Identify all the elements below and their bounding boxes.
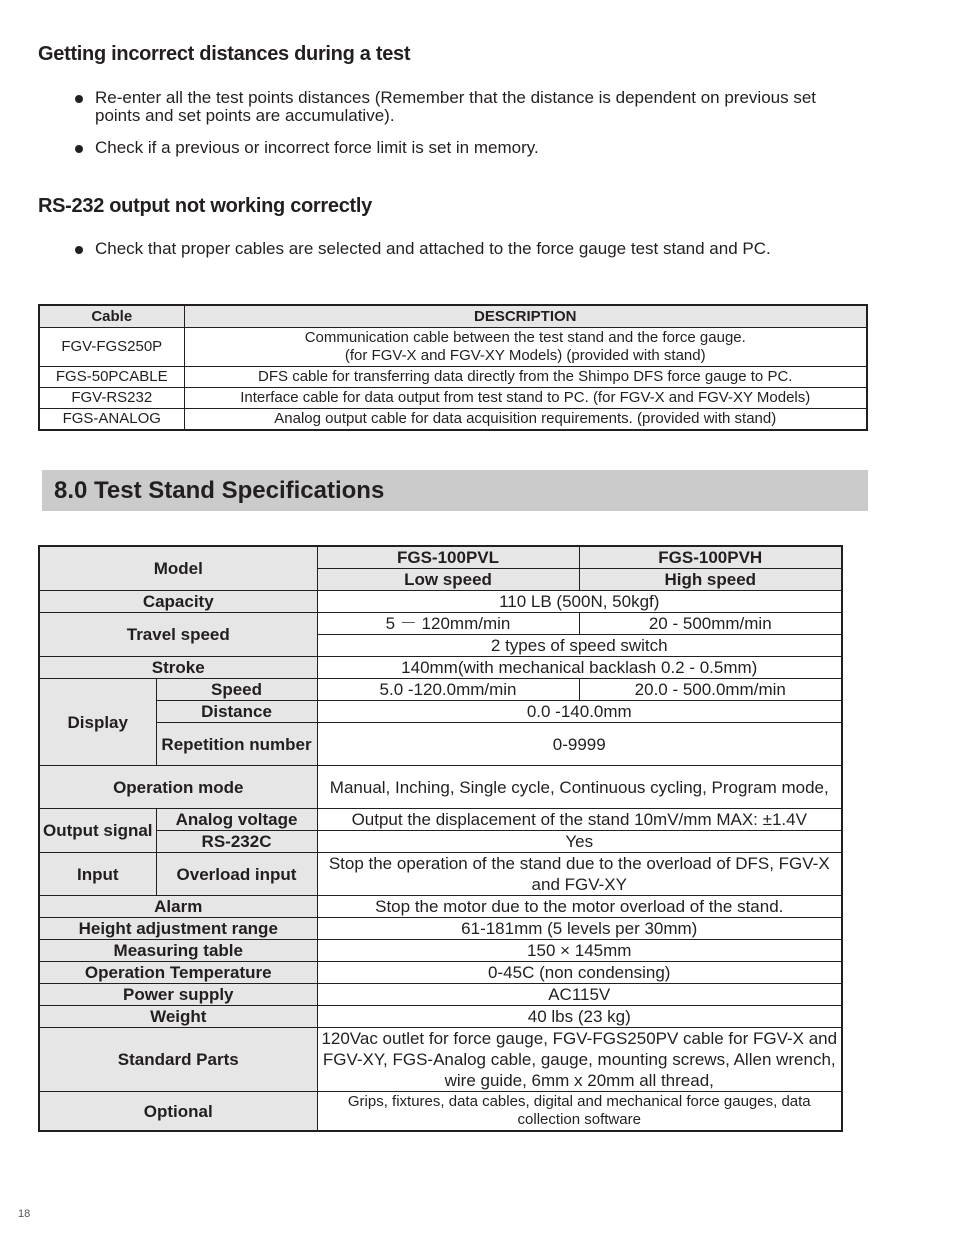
display-repetition-label: Repetition number	[156, 723, 317, 766]
section-heading-bar	[42, 470, 868, 511]
table-row	[39, 896, 842, 918]
operation-temperature-label: Operation Temperature	[39, 962, 317, 984]
bullet-list-rs232	[74, 240, 834, 258]
table-row	[39, 701, 842, 723]
table-row	[39, 723, 842, 766]
capacity-value: 110 LB (500N, 50kgf)	[317, 591, 842, 613]
table-row	[39, 940, 842, 962]
cable-description-line: (for FGV-X and FGV-XY Models) (provided with stand)	[344, 347, 706, 364]
power-supply-label: Power supply	[39, 984, 317, 1006]
measuring-table-value: 150 × 145mm	[317, 940, 842, 962]
alarm-label: Alarm	[39, 896, 317, 918]
stroke-label: Stroke	[39, 657, 317, 679]
table-row	[39, 367, 867, 388]
table-row	[39, 1028, 842, 1092]
list-item: Check if a previous or incorrect force limit is set in memory.	[74, 139, 834, 157]
page-number: 18	[18, 1208, 31, 1220]
spec-table	[38, 545, 843, 1132]
cable-name: FGV-FGS250P	[39, 328, 184, 367]
travel-speed-b: 20 - 500mm/min	[579, 613, 842, 635]
cable-name: FGV-RS232	[39, 388, 184, 409]
cable-description: Analog output cable for data acquisition requirements. (provided with stand)	[184, 409, 867, 431]
display-repetition-value: 0-9999	[317, 723, 842, 766]
table-row	[39, 918, 842, 940]
list-item: Check that proper cables are selected and attached to the force gauge test stand and PC.	[74, 240, 834, 258]
cable-description: Interface cable for data output from test stand to PC. (for FGV-X and FGV-XY Models)	[184, 388, 867, 409]
operation-mode-label: Operation mode	[39, 766, 317, 809]
model-label: Model	[39, 546, 317, 591]
display-distance-value: 0.0 -140.0mm	[317, 701, 842, 723]
height-adjustment-value: 61-181mm (5 levels per 30mm)	[317, 918, 842, 940]
rs232c-label: RS-232C	[156, 831, 317, 853]
analog-voltage-value: Output the displacement of the stand 10mV/mm MAX: ±1.4V	[317, 809, 842, 831]
header-description: DESCRIPTION	[184, 305, 867, 328]
analog-voltage-label: Analog voltage	[156, 809, 317, 831]
travel-speed-a: 5 － 120mm/min	[317, 613, 579, 635]
output-signal-label: Output signal	[39, 809, 156, 853]
stroke-value: 140mm(with mechanical backlash 0.2 - 0.5mm)	[317, 657, 842, 679]
operation-mode-value: Manual, Inching, Single cycle, Continuous cycling, Program mode,	[317, 766, 842, 809]
travel-speed-label: Travel speed	[39, 613, 317, 657]
optional-label: Optional	[39, 1092, 317, 1132]
speed-a: Low speed	[317, 569, 579, 591]
table-row	[39, 1092, 842, 1132]
measuring-table-label: Measuring table	[39, 940, 317, 962]
table-row	[39, 388, 867, 409]
table-row	[39, 328, 867, 367]
speed-b: High speed	[579, 569, 842, 591]
table-row	[39, 962, 842, 984]
rs232c-value: Yes	[317, 831, 842, 853]
travel-speed-note: 2 types of speed switch	[317, 635, 842, 657]
cable-description-line: Communication cable between the test stand and the force gauge.	[304, 329, 746, 346]
model-b: FGS-100PVH	[579, 546, 842, 569]
display-speed-label: Speed	[156, 679, 317, 701]
cable-name: FGS-ANALOG	[39, 409, 184, 431]
capacity-label: Capacity	[39, 591, 317, 613]
operation-temperature-value: 0-45C (non condensing)	[317, 962, 842, 984]
table-row	[39, 613, 842, 635]
table-row	[39, 657, 842, 679]
height-adjustment-label: Height adjustment range	[39, 918, 317, 940]
table-row	[39, 679, 842, 701]
model-a: FGS-100PVL	[317, 546, 579, 569]
display-speed-a: 5.0 -120.0mm/min	[317, 679, 579, 701]
cable-table	[38, 304, 868, 431]
section-heading-specifications: 8.0 Test Stand Specifications	[54, 477, 385, 504]
section-title-rs232: RS-232 output not working correctly	[38, 195, 372, 217]
table-row	[39, 409, 867, 431]
overload-input-value: Stop the operation of the stand due to the overload of DFS, FGV-X and FGV-XY	[317, 853, 842, 896]
table-row	[39, 546, 842, 569]
table-row	[39, 591, 842, 613]
table-header-row	[39, 305, 867, 328]
alarm-value: Stop the motor due to the motor overload of the stand.	[317, 896, 842, 918]
cable-description: DFS cable for transferring data directly from the Shimpo DFS force gauge to PC.	[184, 367, 867, 388]
table-row	[39, 984, 842, 1006]
overload-input-label: Overload input	[156, 853, 317, 896]
display-distance-label: Distance	[156, 701, 317, 723]
table-row	[39, 766, 842, 809]
cable-description	[184, 328, 867, 367]
bullet-list-distances	[74, 89, 834, 157]
standard-parts-value: 120Vac outlet for force gauge, FGV-FGS250PV cable for FGV-X and FGV-XY, FGS-Analog cable, gauge, mounting screws, Allen wrench, wire guide, 6mm x 20mm all thread,	[317, 1028, 842, 1092]
standard-parts-label: Standard Parts	[39, 1028, 317, 1092]
table-row	[39, 853, 842, 896]
power-supply-value: AC115V	[317, 984, 842, 1006]
cable-name: FGS-50PCABLE	[39, 367, 184, 388]
weight-label: Weight	[39, 1006, 317, 1028]
table-row	[39, 831, 842, 853]
table-row	[39, 809, 842, 831]
optional-value: Grips, fixtures, data cables, digital and mechanical force gauges, data collection software	[317, 1092, 842, 1132]
header-cable: Cable	[39, 305, 184, 328]
input-label: Input	[39, 853, 156, 896]
display-speed-b: 20.0 - 500.0mm/min	[579, 679, 842, 701]
weight-value: 40 lbs (23 kg)	[317, 1006, 842, 1028]
section-title-distances: Getting incorrect distances during a test	[38, 43, 411, 65]
list-item: Re-enter all the test points distances (Remember that the distance is dependent on previous set points and set points are accumulative).	[74, 89, 834, 125]
display-label: Display	[39, 679, 156, 766]
table-row	[39, 1006, 842, 1028]
